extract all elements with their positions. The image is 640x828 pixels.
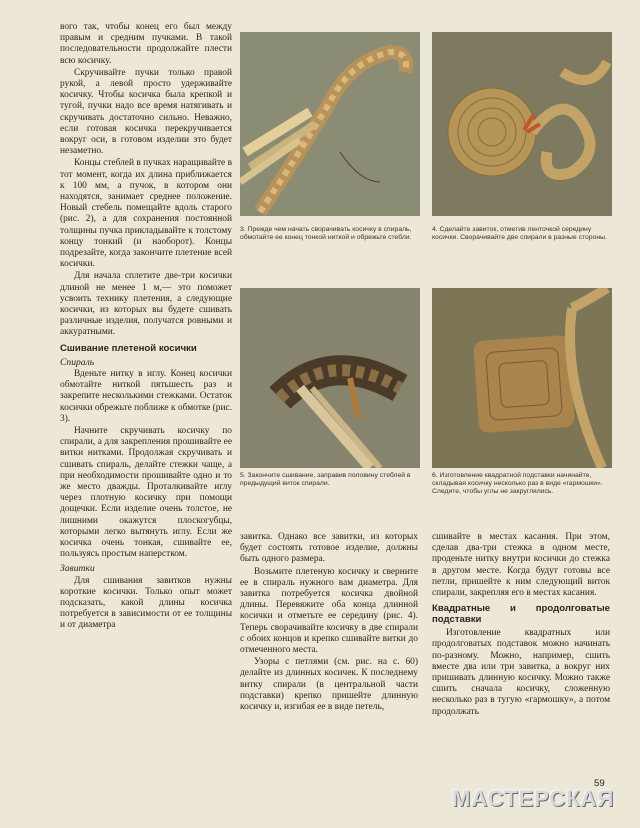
text-column-middle (240, 532, 418, 714)
subsection-heading: Завитки (60, 563, 95, 575)
text-column-left (60, 22, 232, 633)
page-number: 59 (594, 778, 605, 789)
subsection-heading: Спираль (60, 356, 95, 368)
paragraph: Начните скручивать косичку по спирали, а для закрепления прошивайте ее витки нитками. Продолжая скручивать и сшивать спираль, делайте стежки чаще, а при необходимости прошивайте одно и то же место дважды. Проталкивайте иглу через плотную косичку при помощи дощечки. Если изделие очень толстое, не лишними окажутся плоскогубцы, которыми легко вытянуть иглу. Если же косичка очень тонкая, сшивайте ее, пользуясь простым наперстком. (60, 425, 232, 560)
paragraph: Для сшивания завитков нужны короткие косички. Только опыт может подсказать, какой длины косичка потребуется в зависимости от ее толщины и от диаметра (60, 575, 232, 631)
paragraph: Для начала сплетите две-три косички длиной не менее 1 м,— это поможет усвоить технику плетения, а следующие косички, из которых вы будете сшивать различные изделия, получатся ровными и аккуратными. (60, 271, 232, 338)
figure-caption: 5. Закончите сшивание, заправив половину стеблей в предыдущий виток спирали. (240, 472, 411, 488)
figure-caption: 3. Прежде чем начать сворачивать косичку в спираль, обмотайте ее конец тонкой ниткой и обрежьте стебли. (240, 226, 412, 242)
paragraph: сшивайте в местах касания. При этом, сделав два-три стежка в одном месте, проденьте нитку внутри косички до стежка в другом месте. Когда будут готовы все петли, пришейте к ним следующий виток спирали, закрепляя его в местах касания. (432, 532, 610, 599)
paragraph: Вденьте нитку в иглу. Конец косички обмотайте ниткой пятьшесть раз и закрепите несколькими стежками. Остаток косички обрежьте поближе к обмотке (рис. 3). (60, 368, 232, 424)
paragraph: Концы стеблей в пучках наращивайте в тот момент, когда их длина приближается к 100 мм, а пучок, в котором они находятся, занимает среднее положение. Новый стебель помещайте вдоль старого (рис. 2), а для сохранения постоянной толщины пучка прикладывайте к толстому концу тонкий (и наоборот). Концы подрезайте, когда закончите плетение всей косички. (60, 158, 232, 270)
figure-caption: 6. Изготовление квадратной подставки начинайте, складывая косичку несколько раз в виде «гармошки». Следите, чтобы углы не закруглялись. (432, 472, 603, 496)
photo-finish-stitching (240, 288, 420, 468)
section-heading: Сшивание плетеной косички (60, 342, 197, 354)
paragraph: завитка. Однако все завитки, из которых будет состоять готовое изделие, должны быть одного размера. (240, 532, 418, 565)
paragraph: вого так, чтобы конец его был между правым и средним пучками. В такой последовательности продолжайте плести всю косичку. (60, 22, 232, 66)
paragraph: Возьмите плетеную косичку и сверните ее в спираль нужного вам диаметра. Для завитка потребуется косичка двойной длины. Перевяжите оба конца длинной косички и отметьте ее середину (рис. 4). Теперь сворачивайте косичку в две спирали с обоих концов и крепко сшивайте витки до отмеченного места. (240, 566, 418, 656)
paragraph: Скручивайте пучки только правой рукой, а левой просто удерживайте косичку. Чтобы косичка была крепкой и тугой, пучки надо все время натягивать и скручивать достаточно сильно. Неважно, если готовая косичка перекручивается вокруг оси, в готовом изделии это будет незаметно. (60, 67, 232, 157)
photo-braid-end (240, 32, 420, 216)
photo-square-coaster (432, 288, 612, 468)
section-heading: Квадратные и продолговатые подставки (432, 603, 610, 626)
photo-double-spiral (432, 32, 612, 216)
paragraph: Изготовление квадратных или продолговатых подставок можно начинать по-разному. Можно, например, сшить вместе два или три завитка, а вокруг них пришивать длинную косичку. Можно также сшить сначала косичку, сложенную несколько раз в тугую «гармошку», а потом продолжать (432, 628, 610, 717)
watermark-logo: МАСТЕРСКАЯ (452, 786, 615, 811)
text-column-right (432, 532, 610, 719)
figure-caption: 4. Сделайте завиток, отметив ленточкой середину косички. Сворачивайте две спирали в разные стороны. (432, 226, 607, 242)
paragraph: Узоры с петлями (см. рис. на с. 60) делайте из длинных косичек. К последнему витку спирали (в центральной части подставки) крепко пришейте длинную косичку и, изгибая ее в виде петель, (240, 657, 418, 713)
